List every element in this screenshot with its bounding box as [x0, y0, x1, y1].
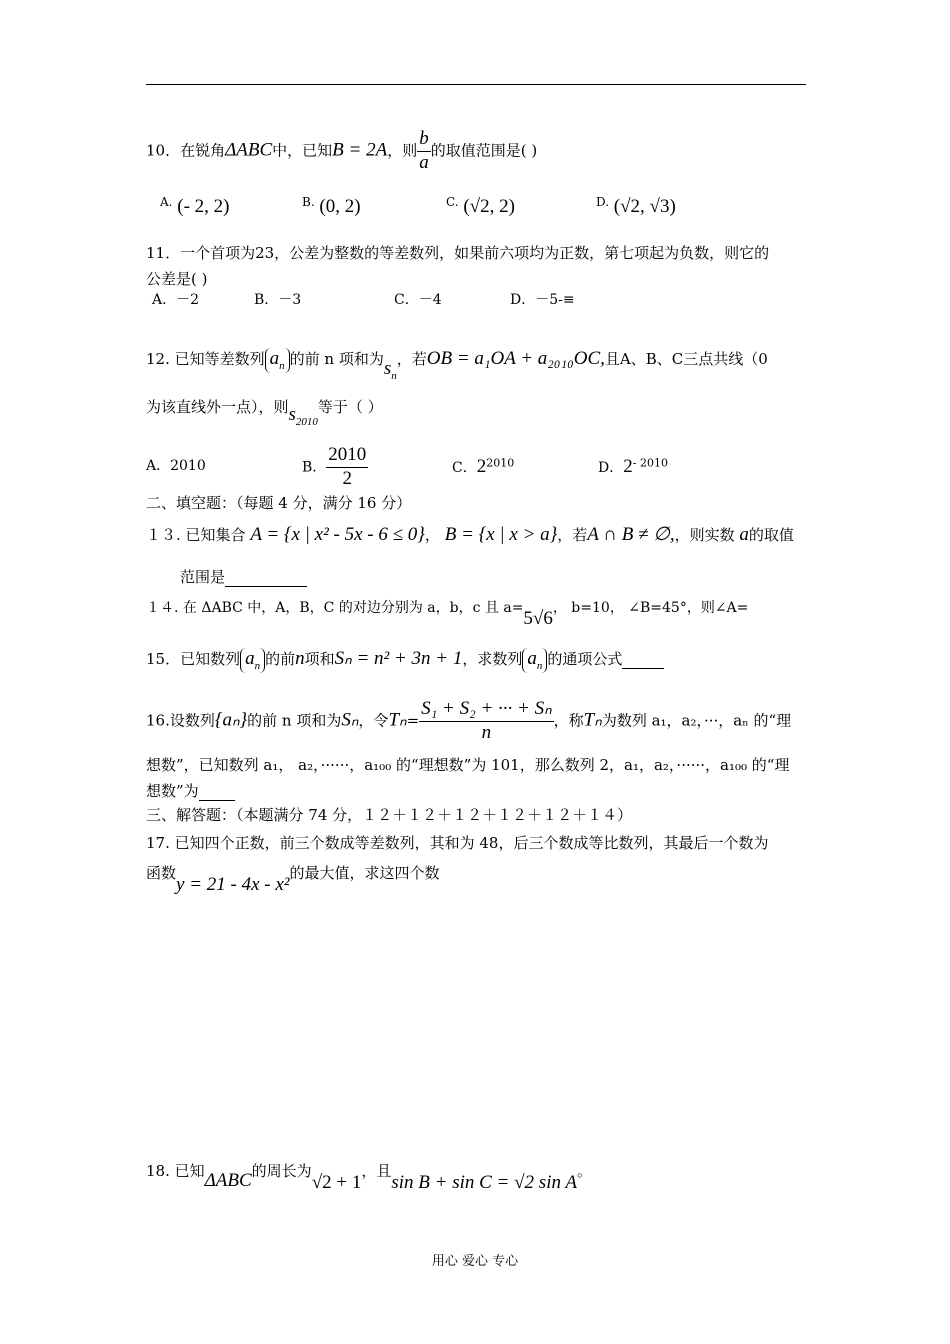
question-16-line3: 想数”为	[146, 782, 235, 801]
q10-option-c: C. (√2, 2)	[446, 195, 515, 217]
page-footer: 用心 爱心 专心	[431, 1254, 519, 1269]
question-18: 18. 已知ΔABC的周长为√2 + 1，且sin B + sin C = √2 sin A。	[146, 1162, 593, 1193]
question-13-line2: 范围是	[180, 568, 307, 587]
section-2-title: 二、填空题：（每题 4 分，满分 16 分）	[146, 494, 412, 512]
q11-option-d: D．－5-≡	[510, 292, 575, 308]
question-14: １４. 在 ΔABC 中，A，B，C 的对边分别为 a，b，c 且 a=5√6， b=10， ∠B=45°，则∠A=	[146, 600, 749, 629]
sine-equation: sin B + sin C = √2 sin A	[391, 1172, 577, 1193]
set-a: A = {x | x² - 5x - 6 ≤ 0}	[250, 524, 425, 545]
set-b: B = {x | x > a}	[444, 524, 558, 545]
q12-option-c: C．$2^{2010}$	[452, 456, 515, 477]
sum-formula: Sₙ = n² + 3n + 1	[334, 648, 463, 669]
fraction-b-over-a: $\frac{b}{a}$	[419, 128, 429, 173]
question-13-line1: １３. 已知集合 A = {x | x² - 5x - 6 ≤ 0}， B = {x | x > a}，若A ∩ B ≠ ∅,，则实数 a的取值	[146, 524, 794, 545]
question-16-line1: 16.设数列{aₙ}的前 n 项和为Sₙ，令Tₙ= $\frac{\text{S₁ + S₂ + ··· + Sₙ}}{n}$ ，称Tₙ为数列 a₁，a₂，···，aₙ 的“理	[146, 698, 792, 743]
q11-option-a: A．－2	[152, 292, 200, 308]
answer-blank[interactable]	[622, 650, 664, 669]
question-12-line1: 12. 已知等差数列 $a_n$ 的前 n 项和为$s_n$，若OB = a₁OA + a₂₀₁₀OC,且A、B、C三点共线（0	[146, 348, 768, 382]
q10-option-a: A. (- 2, 2)	[160, 195, 230, 217]
header-rule	[146, 84, 806, 85]
answer-blank[interactable]	[199, 782, 235, 801]
question-17-line2: 函数y = 21 - 4x - x²的最大值，求这四个数	[146, 864, 440, 895]
q11-option-c: C．－4	[394, 292, 442, 308]
question-11-line1: 11．一个首项为23，公差为整数的等差数列，如果前六项均为正数，第七项起为负数，则它的	[146, 244, 770, 262]
answer-blank[interactable]	[225, 568, 307, 587]
q12-option-a: A．2010	[146, 458, 206, 474]
question-17-line1: 17. 已知四个正数，前三个数成等差数列，其和为 48，后三个数成等比数列，其最后一个数为	[146, 834, 769, 852]
vector-equation: OB = a₁OA + a₂₀₁₀OC,	[426, 348, 605, 369]
question-16-line2: 想数”，已知数列 a₁， a₂，······，a₁₀₀ 的“理想数”为 101，那么数列 2，a₁，a₂，······，a₁₀₀ 的“理	[146, 756, 790, 774]
question-15: 15．已知数列 $a_n$ 的前n项和Sₙ = n² + 3n + 1，求数列 $a_n$ 的通项公式	[146, 648, 664, 673]
q10-option-b: B. (0, 2)	[302, 195, 361, 217]
question-11-line2: 公差是( )	[146, 270, 208, 288]
sequence-a-n: $a_n$	[265, 348, 290, 373]
function-expression: y = 21 - 4x - x²	[176, 874, 290, 895]
q12-option-d: D．$2^{- 2010}$	[598, 456, 668, 477]
fraction-average-sum: $\frac{\text{S₁ + S₂ + ··· + Sₙ}}{n}$	[421, 698, 552, 743]
q10-option-d: D. (√2, √3)	[596, 195, 676, 217]
q12-option-b: B． $\frac{2010}{2}$	[302, 444, 367, 489]
section-3-title: 三、解答题：（本题满分 74 分，１２＋１２＋１２＋１２＋１２＋１４）	[146, 806, 633, 824]
question-10: 10．在锐角ΔABC中，已知B = 2A，则 $\frac{b}{a}$ 的取值范围是( )	[146, 128, 538, 173]
question-12-line2: 为该直线外一点），则$s_{2010}$等于（ ）	[146, 398, 383, 428]
q11-option-b: B．－3	[254, 292, 302, 308]
